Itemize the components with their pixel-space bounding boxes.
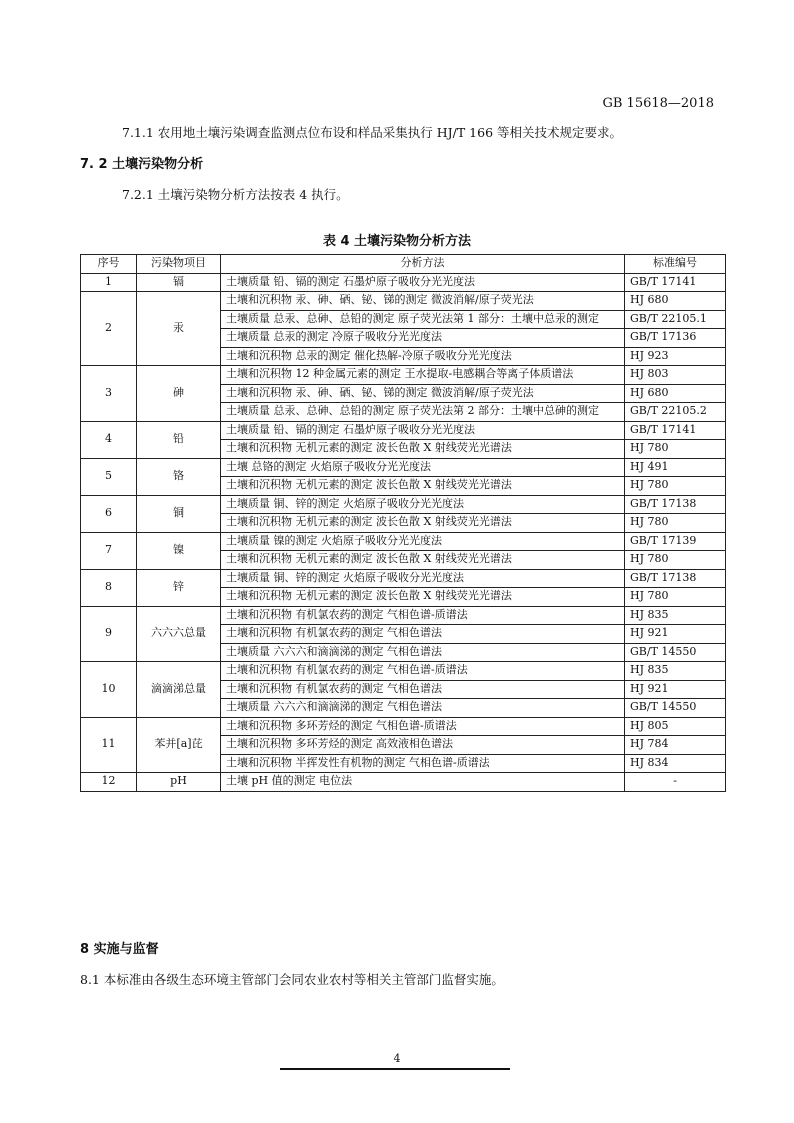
cell-item: 铜 [137,495,221,532]
header-item: 污染物项目 [137,255,221,274]
cell-item: 滴滴涕总量 [137,662,221,718]
header-code: 标准编号 [625,255,726,274]
cell-item: 苯并[a]芘 [137,717,221,773]
cell-code: HJ 921 [625,625,726,644]
cell-code: HJ 780 [625,440,726,459]
cell-code: GB/T 17138 [625,495,726,514]
standard-code: GB 15618—2018 [602,96,714,111]
table-row [81,532,726,551]
footer-rule [280,1068,510,1070]
cell-no: 2 [81,292,137,366]
table-header-row [81,255,726,274]
cell-method: 土壤和沉积物 总汞的测定 催化热解-冷原子吸收分光光度法 [221,347,625,366]
cell-no: 5 [81,458,137,495]
cell-method: 土壤质量 铅、镉的测定 石墨炉原子吸收分光光度法 [221,421,625,440]
cell-no: 9 [81,606,137,662]
cell-item: pH [137,773,221,792]
cell-code: HJ 805 [625,717,726,736]
cell-code: HJ 780 [625,588,726,607]
cell-code: HJ 680 [625,384,726,403]
cell-method: 土壤和沉积物 有机氯农药的测定 气相色谱-质谱法 [221,662,625,681]
cell-item: 铬 [137,458,221,495]
page-number: 4 [393,1052,401,1065]
cell-code: HJ 835 [625,662,726,681]
cell-item: 锌 [137,569,221,606]
cell-code: HJ 780 [625,514,726,533]
table-row [81,606,726,625]
cell-method: 土壤和沉积物 无机元素的测定 波长色散 X 射线荧光光谱法 [221,588,625,607]
cell-code: HJ 921 [625,680,726,699]
cell-method: 土壤和沉积物 12 种金属元素的测定 王水提取-电感耦合等离子体质谱法 [221,366,625,385]
cell-item: 镉 [137,273,221,292]
clause-8-1: 8.1 本标准由各级生态环境主管部门会同农业农村等相关主管部门监督实施。 [80,972,504,987]
cell-no: 6 [81,495,137,532]
table-row [81,273,726,292]
cell-no: 11 [81,717,137,773]
cell-item: 铅 [137,421,221,458]
table-row [81,495,726,514]
cell-method: 土壤 pH 值的测定 电位法 [221,773,625,792]
table-row [81,773,726,792]
cell-item: 砷 [137,366,221,422]
cell-item: 六六六总量 [137,606,221,662]
cell-code: GB/T 17141 [625,273,726,292]
table-row [81,366,726,385]
cell-code: GB/T 14550 [625,699,726,718]
cell-code: HJ 835 [625,606,726,625]
cell-item: 镍 [137,532,221,569]
cell-method: 土壤和沉积物 半挥发性有机物的测定 气相色谱-质谱法 [221,754,625,773]
clause-7-1-1: 7.1.1 农用地土壤污染调查监测点位布设和样品采集执行 HJ/T 166 等相关技术规定要求。 [122,125,623,140]
cell-method: 土壤质量 铜、锌的测定 火焰原子吸收分光光度法 [221,495,625,514]
cell-method: 土壤质量 铅、镉的测定 石墨炉原子吸收分光光度法 [221,273,625,292]
cell-code: GB/T 14550 [625,643,726,662]
cell-code: HJ 923 [625,347,726,366]
cell-method: 土壤和沉积物 多环芳烃的测定 气相色谱-质谱法 [221,717,625,736]
table-row [81,421,726,440]
cell-method: 土壤和沉积物 汞、砷、硒、铋、锑的测定 微波消解/原子荧光法 [221,292,625,311]
cell-code: HJ 491 [625,458,726,477]
cell-method: 土壤和沉积物 无机元素的测定 波长色散 X 射线荧光光谱法 [221,514,625,533]
cell-method: 土壤 总铬的测定 火焰原子吸收分光光度法 [221,458,625,477]
cell-method: 土壤和沉积物 有机氯农药的测定 气相色谱-质谱法 [221,606,625,625]
cell-method: 土壤质量 总汞、总砷、总铅的测定 原子荧光法第 1 部分：土壤中总汞的测定 [221,310,625,329]
cell-code: HJ 780 [625,551,726,570]
cell-no: 3 [81,366,137,422]
cell-code: GB/T 17136 [625,329,726,348]
cell-method: 土壤质量 总汞、总砷、总铅的测定 原子荧光法第 2 部分：土壤中总砷的测定 [221,403,625,422]
cell-method: 土壤质量 铜、锌的测定 火焰原子吸收分光光度法 [221,569,625,588]
cell-code: HJ 784 [625,736,726,755]
cell-no: 7 [81,532,137,569]
cell-code: GB/T 17139 [625,532,726,551]
analysis-methods-table [80,254,726,792]
cell-method: 土壤和沉积物 无机元素的测定 波长色散 X 射线荧光光谱法 [221,477,625,496]
cell-method: 土壤质量 总汞的测定 冷原子吸收分光光度法 [221,329,625,348]
header-no: 序号 [81,255,137,274]
cell-method: 土壤质量 镍的测定 火焰原子吸收分光光度法 [221,532,625,551]
table-row [81,662,726,681]
cell-method: 土壤和沉积物 有机氯农药的测定 气相色谱法 [221,680,625,699]
cell-method: 土壤和沉积物 多环芳烃的测定 高效液相色谱法 [221,736,625,755]
cell-code: HJ 803 [625,366,726,385]
cell-code: GB/T 22105.2 [625,403,726,422]
cell-code: GB/T 22105.1 [625,310,726,329]
cell-code: GB/T 17141 [625,421,726,440]
cell-code: GB/T 17138 [625,569,726,588]
cell-code: - [625,773,726,792]
table-row [81,292,726,311]
section-heading-8: 8 实施与监督 [80,942,159,957]
table-title: 表 4 土壤污染物分析方法 [322,234,472,249]
table-row [81,717,726,736]
cell-no: 10 [81,662,137,718]
cell-item: 汞 [137,292,221,366]
clause-7-2-1: 7.2.1 土壤污染物分析方法按表 4 执行。 [122,187,349,202]
cell-no: 8 [81,569,137,606]
cell-method: 土壤和沉积物 无机元素的测定 波长色散 X 射线荧光光谱法 [221,440,625,459]
cell-code: HJ 780 [625,477,726,496]
cell-method: 土壤和沉积物 有机氯农药的测定 气相色谱法 [221,625,625,644]
cell-no: 12 [81,773,137,792]
header-method: 分析方法 [221,255,625,274]
table-row [81,569,726,588]
cell-method: 土壤质量 六六六和滴滴涕的测定 气相色谱法 [221,699,625,718]
table-body [81,273,726,791]
cell-code: HJ 680 [625,292,726,311]
cell-no: 4 [81,421,137,458]
section-heading-7-2: 7. 2 土壤污染物分析 [80,157,204,172]
cell-method: 土壤质量 六六六和滴滴涕的测定 气相色谱法 [221,643,625,662]
cell-code: HJ 834 [625,754,726,773]
table-row [81,458,726,477]
cell-method: 土壤和沉积物 无机元素的测定 波长色散 X 射线荧光光谱法 [221,551,625,570]
cell-method: 土壤和沉积物 汞、砷、硒、铋、锑的测定 微波消解/原子荧光法 [221,384,625,403]
cell-no: 1 [81,273,137,292]
